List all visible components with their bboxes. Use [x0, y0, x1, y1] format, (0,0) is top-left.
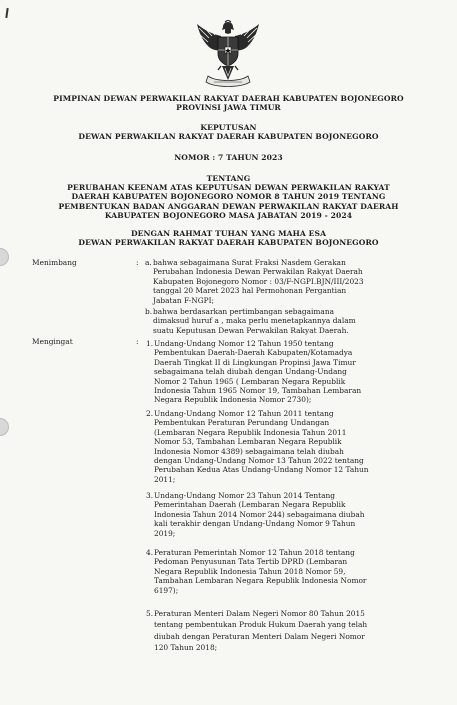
- item-line: Tambahan Lembaran Negara Republik Indonesia Nomor: [154, 576, 367, 586]
- subject-label: TENTANG: [206, 174, 251, 183]
- item-line: Undang-Undang Nomor 12 Tahun 2011 tentang: [154, 409, 334, 418]
- item-line: Jabatan F-NGPI;: [153, 295, 215, 305]
- item-line: Indonesia Nomor 4389) sebagaimana telah diubah: [154, 446, 344, 456]
- institution-line: PIMPINAN DEWAN PERWAKILAN RAKYAT DAERAH KABUPATEN BOJONEGORO: [53, 94, 404, 103]
- item-line: Pembentukan Peraturan Perundang Undangan: [154, 418, 330, 428]
- item-line: Nomor 2 Tahun 1965 ( Lembaran Negara Republik: [154, 376, 346, 386]
- item-marker: a.: [145, 258, 152, 267]
- item-line: dimaksud huruf a , maka perlu menetapkannya dalam: [153, 316, 356, 326]
- decision-issuer: DEWAN PERWAKILAN RAKYAT DAERAH KABUPATEN BOJONEGORO: [78, 132, 379, 142]
- item-marker: b.: [145, 307, 153, 316]
- decision-subject: [0, 174, 457, 220]
- subject-line: PEMBENTUKAN BADAN ANGGARAN DEWAN PERWAKILAN RAKYAT DAERAH: [58, 201, 399, 211]
- mengingat-item: [146, 491, 426, 538]
- menimbang-item: [145, 258, 425, 305]
- item-line: 2011;: [154, 474, 176, 484]
- item-line: Daerah Tingkat II di Lingkungan Propinsi Jawa Timur: [154, 357, 356, 367]
- item-marker: 2.: [146, 409, 154, 418]
- item-line: 6197);: [154, 585, 179, 595]
- decision-label: KEPUTUSAN: [200, 123, 257, 132]
- item-line: suatu Keputusan Dewan Perwakilan Rakyat Daerah.: [153, 325, 349, 335]
- scan-edge-mark: [5, 8, 8, 18]
- item-marker: 3.: [146, 491, 154, 500]
- item-line: 2019;: [154, 528, 176, 538]
- institution-header: [0, 94, 457, 112]
- item-line: Kabupaten Bojonegoro Nomor : 03/F-NGPI.BJN/III/2023: [153, 276, 364, 286]
- blessing-line: DEWAN PERWAKILAN RAKYAT DAERAH KABUPATEN BOJONEGORO: [78, 238, 379, 248]
- blessing-line: DENGAN RAHMAT TUHAN YANG MAHA ESA: [130, 229, 327, 238]
- item-line: dengan Undang-Undang Nomor 13 Tahun 2022 tentang: [154, 456, 364, 466]
- menimbang-item: [145, 307, 425, 335]
- mengingat-item: [146, 548, 426, 595]
- punch-hole: [0, 248, 9, 266]
- subject-line: KABUPATEN BOJONEGORO MASA JABATAN 2019 - 2024: [104, 210, 353, 220]
- institution-line: PROVINSI JAWA TIMUR: [176, 103, 281, 113]
- item-line: Undang-Undang Nomor 12 Tahun 1950 tentang: [154, 339, 334, 348]
- item-line: kali terakhir dengan Undang-Undang Nomor 9 Tahun: [154, 519, 356, 529]
- item-line: Undang-Undang Nomor 23 Tahun 2014 Tentang: [154, 491, 335, 500]
- decision-number: NOMOR : 7 TAHUN 2023: [174, 153, 283, 162]
- item-line: (Lembaran Negara Republik Indonesia Tahun 2011: [154, 427, 347, 437]
- item-line: Perubahan Kedua Atas Undang-Undang Nomor 12 Tahun: [154, 465, 369, 475]
- menimbang-colon: :: [136, 258, 139, 267]
- item-line: Perubahan Indonesia Dewan Perwakilan Rakyat Daerah: [153, 267, 363, 277]
- subject-line: PERUBAHAN KEENAM ATAS KEPUTUSAN DEWAN PERWAKILAN RAKYAT: [67, 183, 390, 193]
- decision-heading: [0, 123, 457, 141]
- item-line: 120 Tahun 2018;: [154, 643, 218, 653]
- mengingat-colon: :: [136, 337, 139, 346]
- item-line: Pedoman Penyusunan Tata Tertib DPRD (Lembaran: [154, 557, 348, 567]
- item-line: Indonesia Tahun 1965 Nomor 19, Tambahan Lembaran: [154, 386, 362, 396]
- mengingat-item: [146, 608, 426, 654]
- item-line: sebagaimana telah diubah dengan Undang-Undang: [154, 367, 347, 377]
- item-line: Indonesia Tahun 2014 Nomor 244) sebagaimana diubah: [154, 509, 365, 519]
- blessing: [0, 229, 457, 247]
- item-line: diubah dengan Peraturan Menteri Dalam Negeri Nomor: [154, 631, 365, 641]
- mengingat-item: [146, 339, 426, 405]
- mengingat-item: [146, 409, 426, 484]
- item-line: Peraturan Pemerintah Nomor 12 Tahun 2018 tentang: [154, 548, 355, 557]
- item-line: Pembentukan Daerah-Daerah Kabupaten/Kotamadya: [154, 348, 353, 358]
- item-line: Peraturan Menteri Dalam Negeri Nomor 80 Tahun 2015: [154, 609, 365, 618]
- mengingat-label: Mengingat: [32, 337, 73, 346]
- item-line: tanggal 20 Maret 2023 hal Permohonan Pergantian: [153, 286, 347, 296]
- item-line: bahwa sebagaimana Surat Fraksi Nasdem Gerakan: [153, 258, 346, 267]
- subject-line: DAERAH KABUPATEN BOJONEGORO NOMOR 8 TAHUN 2019 TENTANG: [71, 192, 386, 202]
- item-marker: 5.: [146, 609, 154, 618]
- item-marker: 1.: [146, 339, 154, 348]
- item-marker: 4.: [146, 548, 154, 557]
- item-line: Pemerintahan Daerah (Lembaran Negara Republik: [154, 500, 346, 510]
- item-line: Negara Republik Indonesia Tahun 2018 Nomor 59,: [154, 566, 346, 576]
- punch-hole: [0, 418, 9, 436]
- item-line: Negara Republik Indonesia Nomor 2730);: [154, 395, 312, 405]
- menimbang-label: Menimbang: [32, 258, 77, 267]
- item-line: Nomor 53, Tambahan Lembaran Negara Republik: [154, 437, 342, 447]
- garuda-emblem-icon: [194, 20, 262, 90]
- item-line: bahwa berdasarkan pertimbangan sebagaimana: [153, 307, 334, 316]
- item-line: tentang pembentukan Produk Hukum Daerah yang telah: [154, 620, 368, 630]
